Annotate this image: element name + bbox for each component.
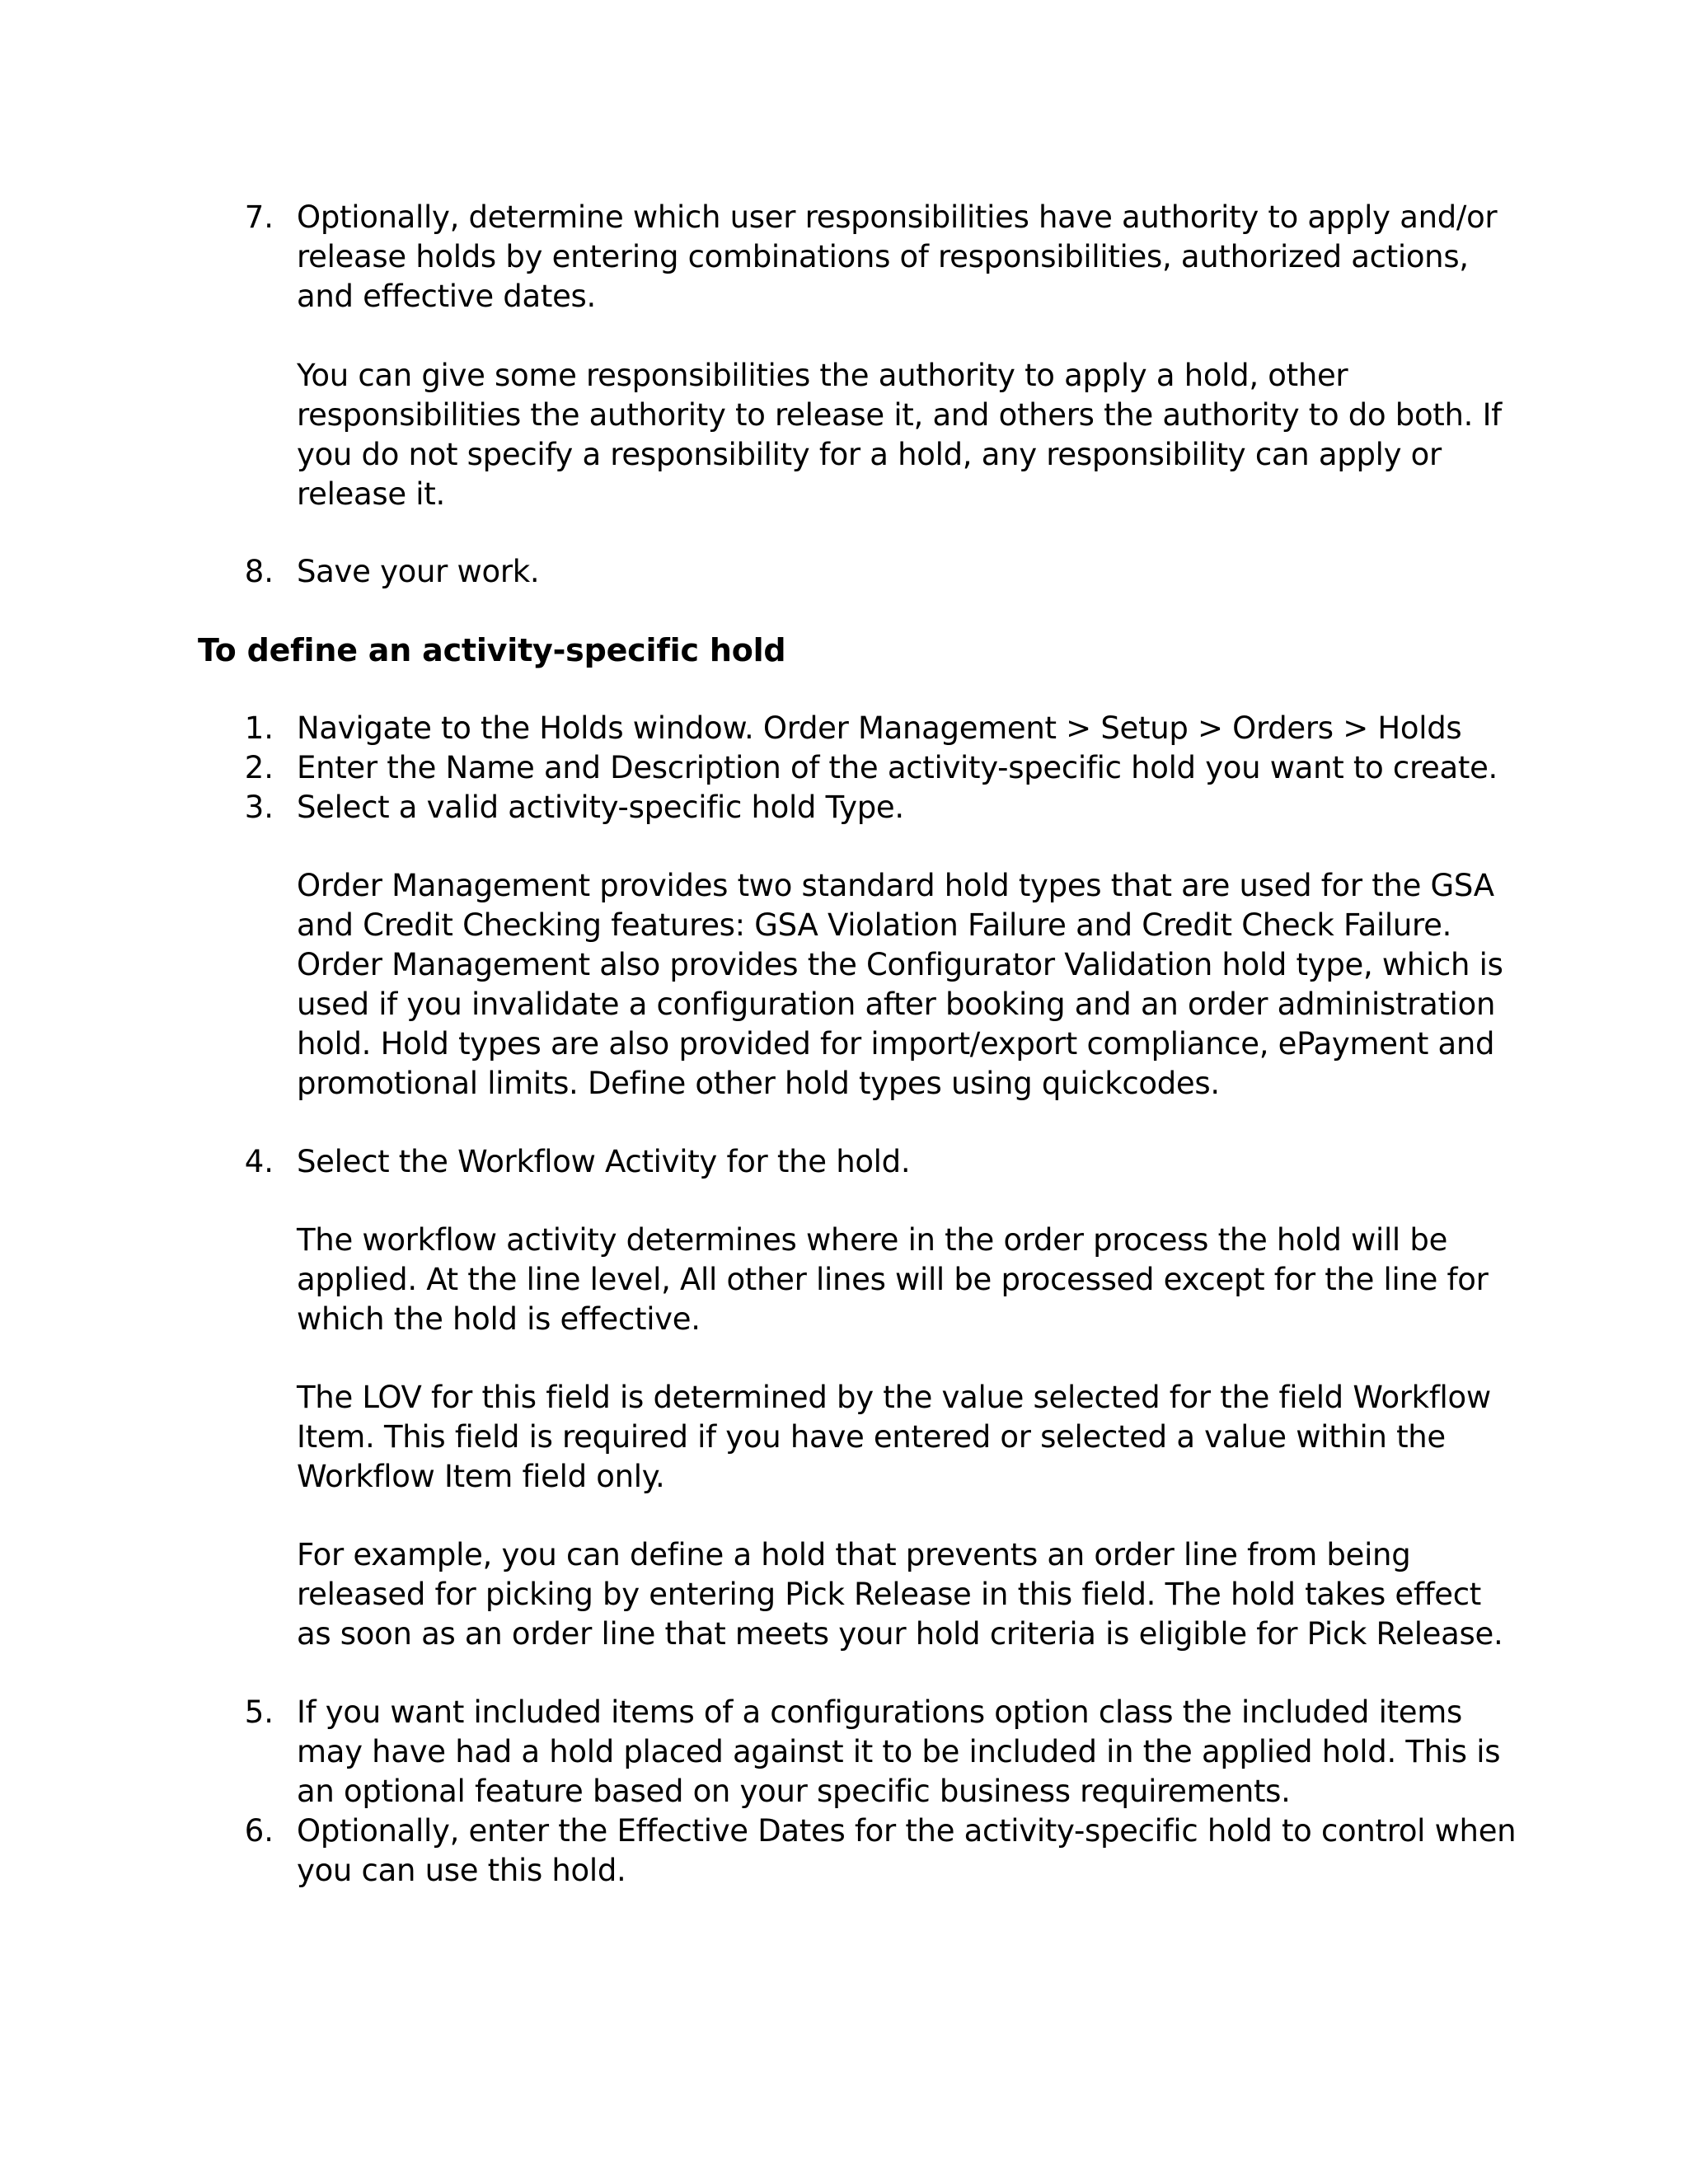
step-4-note3-line-1: For example, you can define a hold that prevents an order line from being bbox=[297, 1537, 1411, 1572]
step-7-note-line-1: You can give some responsibilities the authority to apply a hold, other bbox=[297, 358, 1348, 393]
step-4-note3-line-3: as soon as an order line that meets your hold criteria is eligible for Pick Release. bbox=[297, 1616, 1503, 1652]
step-3-text: Select a valid activity-specific hold Type. bbox=[297, 790, 904, 825]
step-2-number: 2. bbox=[244, 750, 274, 785]
step-7-note-line-2: responsibilities the authority to release it, and others the authority to do both. If bbox=[297, 397, 1502, 433]
step-1-number: 1. bbox=[244, 710, 274, 746]
step-5-text-line-1: If you want included items of a configurations option class the included items bbox=[297, 1694, 1462, 1730]
step-3-note-line-1: Order Management provides two standard hold types that are used for the GSA bbox=[297, 868, 1494, 903]
step-7-number: 7. bbox=[244, 199, 274, 235]
step-6-text-line-2: you can use this hold. bbox=[297, 1853, 626, 1888]
step-1-text: Navigate to the Holds window. Order Management > Setup > Orders > Holds bbox=[297, 710, 1462, 746]
step-2-text: Enter the Name and Description of the activity-specific hold you want to create. bbox=[297, 750, 1498, 785]
step-3-note-line-3: Order Management also provides the Configurator Validation hold type, which is bbox=[297, 947, 1503, 982]
step-7-note-line-3: you do not specify a responsibility for a hold, any responsibility can apply or bbox=[297, 437, 1442, 472]
step-8-number: 8. bbox=[244, 554, 274, 589]
step-5-number: 5. bbox=[244, 1694, 274, 1730]
step-4-note-line-1: The workflow activity determines where in the order process the hold will be bbox=[297, 1222, 1448, 1258]
step-6-number: 6. bbox=[244, 1813, 274, 1849]
step-3-note-line-4: used if you invalidate a configuration after booking and an order administration bbox=[297, 987, 1496, 1022]
step-4-note2-line-1: The LOV for this field is determined by the value selected for the field Workflow bbox=[297, 1380, 1491, 1415]
step-4-text: Select the Workflow Activity for the hold. bbox=[297, 1144, 911, 1179]
step-4-note-line-2: applied. At the line level, All other lines will be processed except for the line for bbox=[297, 1262, 1489, 1297]
step-4-note2-line-3: Workflow Item field only. bbox=[297, 1459, 665, 1494]
step-7-text-line-1: Optionally, determine which user responsibilities have authority to apply and/or bbox=[297, 199, 1498, 235]
step-3-note-line-6: promotional limits. Define other hold types using quickcodes. bbox=[297, 1066, 1220, 1101]
step-4-note-line-3: which the hold is effective. bbox=[297, 1301, 701, 1337]
step-3-note-line-2: and Credit Checking features: GSA Violation Failure and Credit Check Failure. bbox=[297, 907, 1452, 943]
step-5-text-line-3: an optional feature based on your specific business requirements. bbox=[297, 1774, 1291, 1809]
step-7-text-line-3: and effective dates. bbox=[297, 279, 596, 314]
section-heading: To define an activity-specific hold bbox=[198, 632, 786, 668]
step-3-number: 3. bbox=[244, 790, 274, 825]
step-8-text: Save your work. bbox=[297, 554, 540, 589]
step-7-text-line-2: release holds by entering combinations of responsibilities, authorized actions, bbox=[297, 239, 1469, 274]
step-3-note-line-5: hold. Hold types are also provided for import/export compliance, ePayment and bbox=[297, 1026, 1495, 1062]
step-7-note-line-4: release it. bbox=[297, 476, 445, 512]
step-4-note3-line-2: released for picking by entering Pick Release in this field. The hold takes effect bbox=[297, 1577, 1482, 1612]
step-6-text-line-1: Optionally, enter the Effective Dates for the activity-specific hold to control when bbox=[297, 1813, 1517, 1849]
step-4-note2-line-2: Item. This field is required if you have entered or selected a value within the bbox=[297, 1419, 1446, 1455]
step-4-number: 4. bbox=[244, 1144, 274, 1179]
step-5-text-line-2: may have had a hold placed against it to be included in the applied hold. This is bbox=[297, 1734, 1501, 1769]
